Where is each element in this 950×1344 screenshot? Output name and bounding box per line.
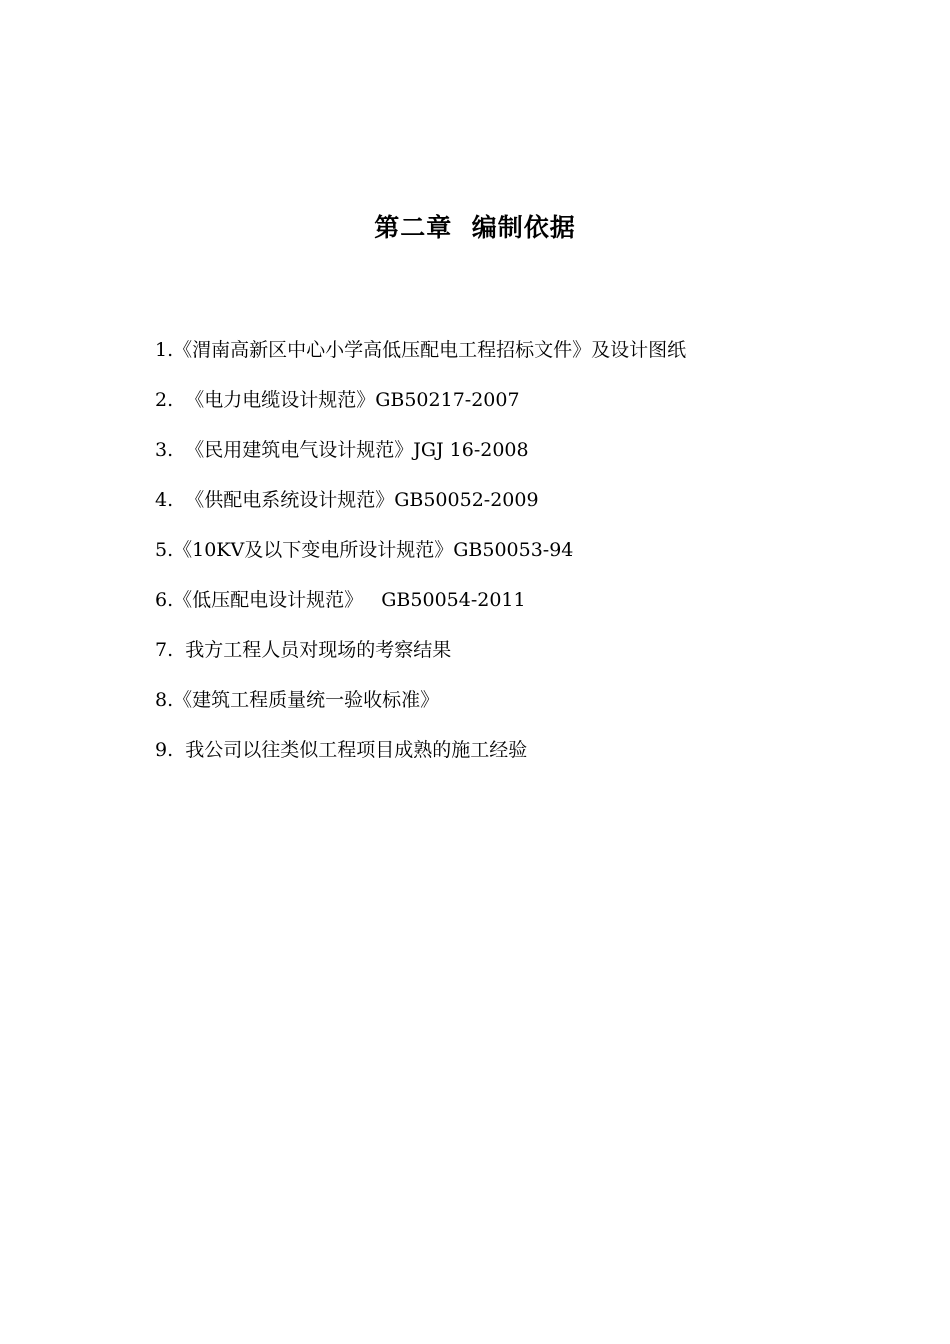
list-item: 9. 我公司以往类似工程项目成熟的施工经验: [155, 739, 528, 761]
list-item: 2. 《电力电缆设计规范》GB50217-2007: [155, 389, 520, 411]
list-item: 7. 我方工程人员对现场的考察结果: [155, 639, 452, 661]
compilation-basis-list: [155, 330, 875, 780]
list-item: 1.《渭南高新区中心小学高低压配电工程招标文件》及设计图纸: [155, 339, 687, 361]
list-item: 5.《10KV及以下变电所设计规范》GB50053-94: [155, 539, 574, 561]
list-item: 4. 《供配电系统设计规范》GB50052-2009: [155, 489, 539, 511]
chapter-title: 第二章 编制依据: [374, 213, 576, 242]
list-item: 8.《建筑工程质量统一验收标准》: [155, 689, 440, 711]
list-item: 6.《低压配电设计规范》 GB50054-2011: [155, 589, 526, 611]
list-item: 3. 《民用建筑电气设计规范》JGJ 16-2008: [155, 439, 529, 461]
